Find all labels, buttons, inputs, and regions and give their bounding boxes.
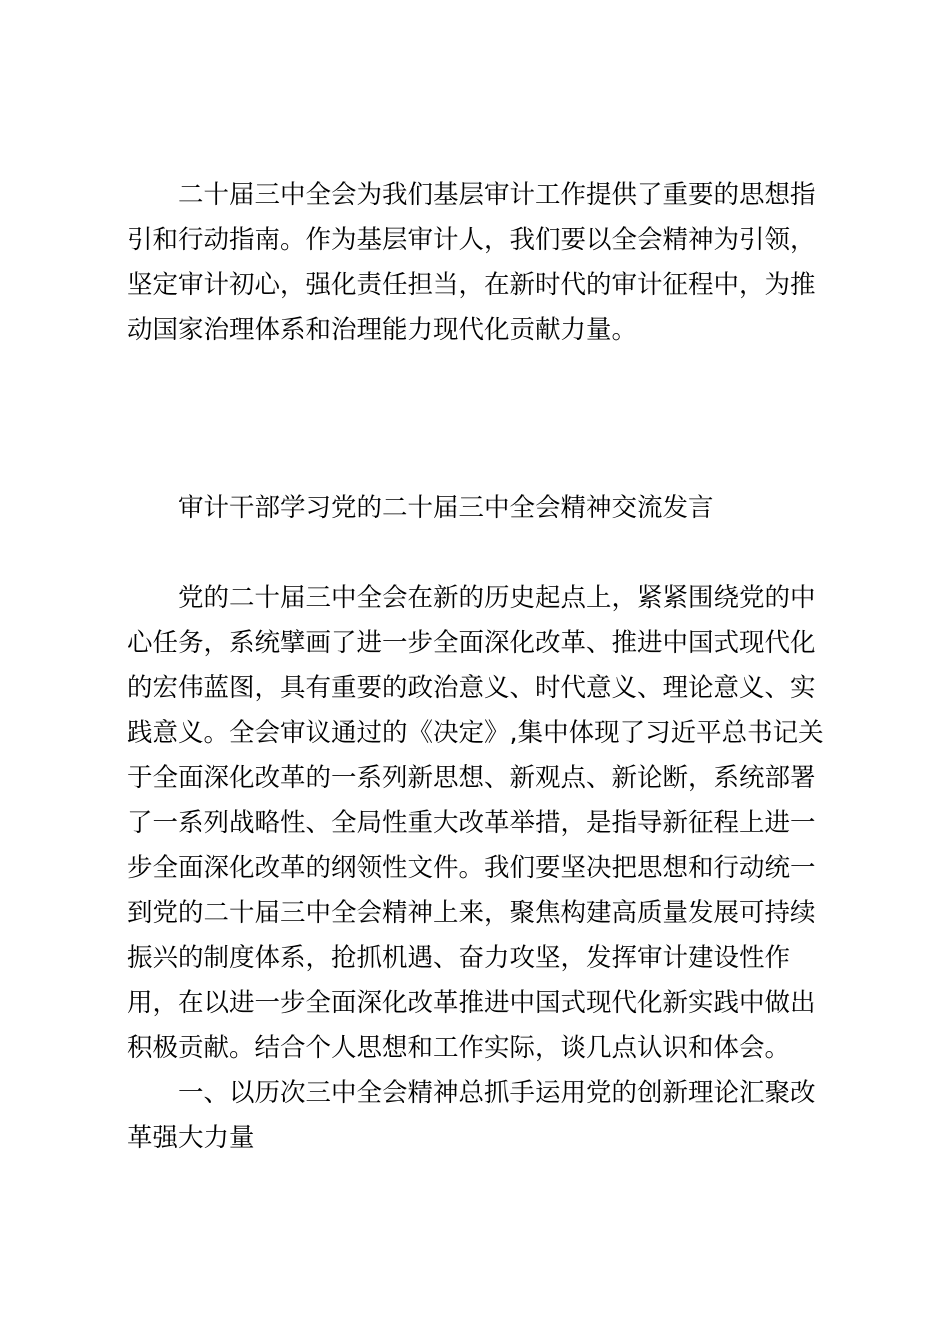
body-line: 践意义。全会审议通过的《决定》,集中体现了习近平总书记关: [127, 718, 824, 748]
body-line: 振兴的制度体系，抢抓机遇、奋力攻坚，发挥审计建设性作: [127, 943, 791, 973]
body-line: 于全面深化改革的一系列新思想、新观点、新论断，系统部署: [127, 763, 816, 793]
body-line: 步全面深化改革的纲领性文件。我们要坚决把思想和行动统一: [127, 853, 816, 883]
intro-line: 动国家治理体系和治理能力现代化贡献力量。: [127, 315, 638, 345]
body-line: 用，在以进一步全面深化改革推进中国式现代化新实践中做出: [127, 988, 816, 1018]
body-line: 了一系列战略性、全局性重大改革举措，是指导新征程上进一: [127, 808, 816, 838]
document-title: 审计干部学习党的二十届三中全会精神交流发言: [178, 493, 714, 523]
body-line: 到党的二十届三中全会精神上来，聚焦构建高质量发展可持续: [127, 898, 816, 928]
intro-line: 引和行动指南。作为基层审计人，我们要以全会精神为引领，: [127, 225, 816, 255]
heading-line: 一、以历次三中全会精神总抓手运用党的创新理论汇聚改: [178, 1078, 816, 1108]
body-line: 的宏伟蓝图，具有重要的政治意义、时代意义、理论意义、实: [127, 673, 816, 703]
body-line: 心任务，系统擘画了进一步全面深化改革、推进中国式现代化: [127, 628, 816, 658]
intro-line: 坚定审计初心，强化责任担当，在新时代的审计征程中，为推: [127, 270, 816, 300]
intro-line: 二十届三中全会为我们基层审计工作提供了重要的思想指: [178, 180, 816, 210]
body-line: 党的二十届三中全会在新的历史起点上，紧紧围绕党的中: [178, 583, 816, 613]
heading-line: 革强大力量: [127, 1123, 255, 1153]
body-line: 积极贡献。结合个人思想和工作实际，谈几点认识和体会。: [127, 1033, 791, 1063]
